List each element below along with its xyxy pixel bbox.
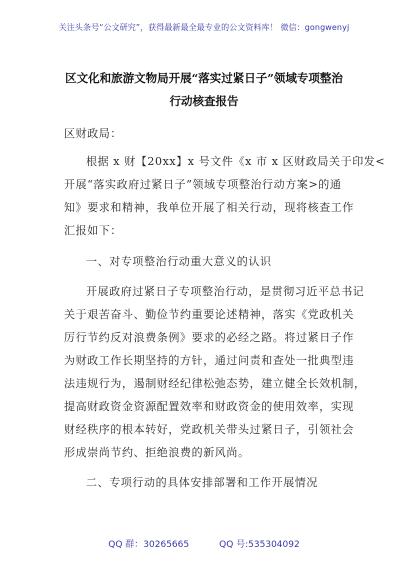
document-title-line-1: 区文化和旅游文物局开展“落实过紧日子”领域专项整治: [65, 71, 343, 85]
body-line: 开展政府过紧日子专项整治行动，是贯彻习近平总书记: [86, 285, 365, 298]
body-line: 法违规行为，遏制财经纪律松弛态势，建立健全长效机制，: [64, 377, 366, 390]
body-line: 开展“落实政府过紧日子”领域专项整治行动方案>的通: [64, 178, 342, 191]
body-line: 财经秩序的根本转好，党政机关带头过紧日子，引领社会: [64, 423, 354, 436]
body-line: 厉行节约反对浪费条例》要求的必经之路。将过紧日子作: [64, 331, 354, 344]
footer-qq-group: QQ 群：30265665: [108, 540, 190, 550]
body-line: 关于艰苦奋斗、勤俭节约重要论述精神，落实《党政机关: [64, 308, 354, 321]
body-line: 为财政工作长期坚持的方针，通过问责和查处一批典型违: [64, 354, 354, 367]
document-title-line-2: 行动核查报告: [169, 94, 239, 108]
footer-qq-number: QQ 号:535304092: [219, 540, 300, 550]
section-heading-1: 一、对专项整治行动重大意义的认识: [86, 255, 272, 268]
body-line: 提高财政资金资源配置效率和财政资金的使用效率，实现: [64, 400, 354, 413]
body-line: 根据 x 财【20xx】x 号文件《x 市 x 区财政局关于印发<: [86, 155, 386, 168]
body-line: 知》要求和精神，我单位开展了相关行动，现将核查工作: [64, 201, 354, 214]
salutation: 区财政局：: [64, 127, 122, 140]
header-banner: 关注头条号“公文研究”，获得最新最全最专业的公文资料库！ 微信：gongwenyj: [58, 23, 350, 32]
footer-contact: [0, 537, 408, 550]
section-heading-2: 二、专项行动的具体安排部署和工作开展情况: [86, 476, 318, 489]
body-line: 形成崇尚节约、拒绝浪费的新风尚。: [64, 446, 250, 459]
body-line: 汇报如下：: [64, 224, 122, 237]
